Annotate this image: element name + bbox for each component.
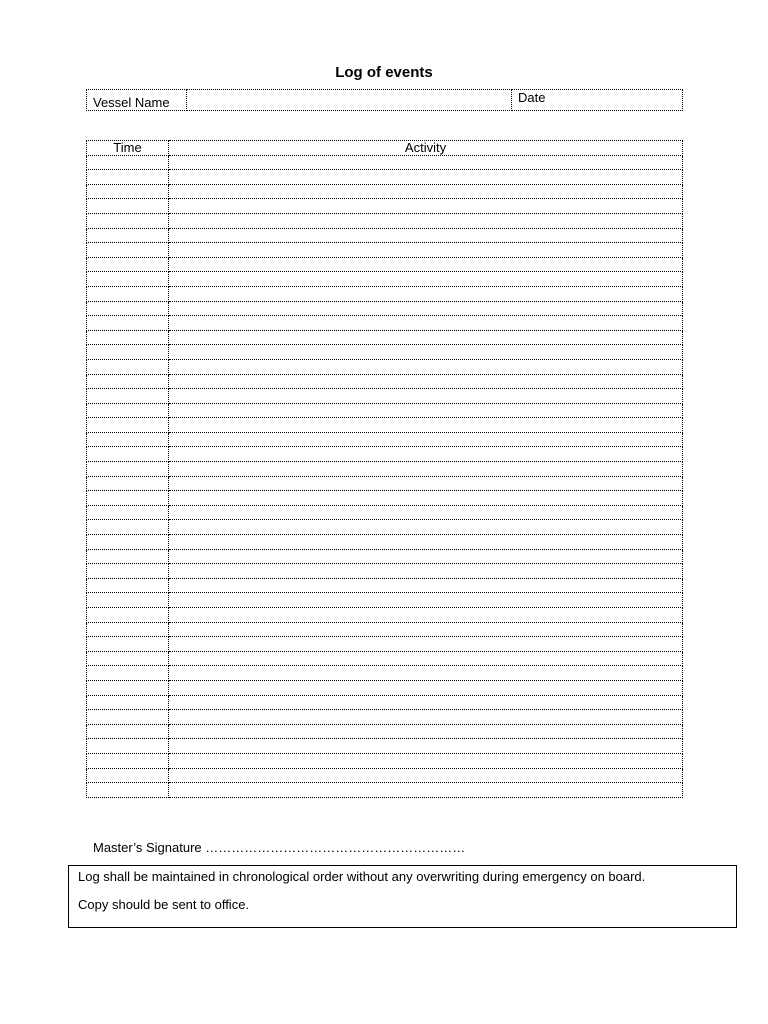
time-cell[interactable] [87, 155, 169, 170]
time-cell[interactable] [87, 301, 169, 316]
time-cell[interactable] [87, 403, 169, 418]
instructions-box [68, 865, 737, 928]
activity-cell[interactable] [169, 432, 683, 447]
table-row [87, 695, 683, 710]
date-label: Date [518, 90, 546, 105]
event-log-table [86, 140, 683, 798]
time-cell[interactable] [87, 286, 169, 301]
time-cell[interactable] [87, 447, 169, 462]
time-cell[interactable] [87, 695, 169, 710]
time-cell[interactable] [87, 359, 169, 374]
activity-cell[interactable] [169, 739, 683, 754]
activity-cell[interactable] [169, 666, 683, 681]
activity-cell[interactable] [169, 243, 683, 258]
activity-cell[interactable] [169, 257, 683, 272]
time-cell[interactable] [87, 491, 169, 506]
time-cell[interactable] [87, 243, 169, 258]
table-row [87, 359, 683, 374]
time-cell[interactable] [87, 345, 169, 360]
table-row [87, 330, 683, 345]
table-row [87, 432, 683, 447]
activity-cell[interactable] [169, 228, 683, 243]
table-row [87, 374, 683, 389]
time-cell[interactable] [87, 651, 169, 666]
time-cell[interactable] [87, 228, 169, 243]
table-row [87, 447, 683, 462]
time-cell[interactable] [87, 768, 169, 783]
activity-cell[interactable] [169, 593, 683, 608]
activity-cell[interactable] [169, 753, 683, 768]
table-row [87, 345, 683, 360]
table-row [87, 462, 683, 477]
time-cell[interactable] [87, 520, 169, 535]
activity-cell[interactable] [169, 783, 683, 798]
time-cell[interactable] [87, 462, 169, 477]
activity-cell[interactable] [169, 447, 683, 462]
time-cell[interactable] [87, 257, 169, 272]
table-row [87, 476, 683, 491]
activity-cell[interactable] [169, 403, 683, 418]
table-row [87, 403, 683, 418]
activity-cell[interactable] [169, 462, 683, 477]
activity-cell[interactable] [169, 520, 683, 535]
activity-cell[interactable] [169, 418, 683, 433]
table-row [87, 184, 683, 199]
activity-cell[interactable] [169, 345, 683, 360]
activity-cell[interactable] [169, 535, 683, 550]
time-cell[interactable] [87, 593, 169, 608]
table-row [87, 316, 683, 331]
table-row [87, 637, 683, 652]
activity-cell[interactable] [169, 622, 683, 637]
time-cell[interactable] [87, 564, 169, 579]
activity-cell[interactable] [169, 213, 683, 228]
table-row [87, 651, 683, 666]
time-cell[interactable] [87, 330, 169, 345]
column-header-time: Time [87, 141, 169, 156]
table-row [87, 520, 683, 535]
time-cell[interactable] [87, 753, 169, 768]
activity-cell[interactable] [169, 768, 683, 783]
time-cell[interactable] [87, 184, 169, 199]
table-row [87, 213, 683, 228]
table-row [87, 680, 683, 695]
time-cell[interactable] [87, 389, 169, 404]
table-row [87, 739, 683, 754]
time-cell[interactable] [87, 549, 169, 564]
instruction-note: Log shall be maintained in chronological order without any overwriting during emergency on board. [78, 869, 646, 884]
table-row [87, 286, 683, 301]
time-cell[interactable] [87, 724, 169, 739]
time-cell[interactable] [87, 272, 169, 287]
activity-cell[interactable] [169, 170, 683, 185]
time-cell[interactable] [87, 418, 169, 433]
time-cell[interactable] [87, 432, 169, 447]
table-row [87, 257, 683, 272]
table-row [87, 724, 683, 739]
table-row [87, 608, 683, 623]
time-cell[interactable] [87, 739, 169, 754]
time-cell[interactable] [87, 637, 169, 652]
table-row [87, 170, 683, 185]
activity-cell[interactable] [169, 301, 683, 316]
time-cell[interactable] [87, 505, 169, 520]
table-row [87, 155, 683, 170]
table-row [87, 710, 683, 725]
vessel-name-label: Vessel Name [87, 90, 187, 111]
vessel-name-field[interactable] [187, 90, 512, 111]
activity-cell[interactable] [169, 374, 683, 389]
activity-cell[interactable] [169, 724, 683, 739]
table-row [87, 593, 683, 608]
time-cell[interactable] [87, 374, 169, 389]
table-header-row [87, 141, 683, 156]
activity-cell[interactable] [169, 695, 683, 710]
activity-cell[interactable] [169, 155, 683, 170]
time-cell[interactable] [87, 783, 169, 798]
activity-cell[interactable] [169, 389, 683, 404]
activity-cell[interactable] [169, 578, 683, 593]
page-title: Log of events [335, 64, 433, 81]
activity-cell[interactable] [169, 286, 683, 301]
activity-cell[interactable] [169, 330, 683, 345]
instruction-note: Copy should be sent to office. [78, 897, 250, 912]
table-row [87, 666, 683, 681]
date-field[interactable] [512, 90, 683, 111]
log-table-body [87, 155, 683, 797]
table-row [87, 418, 683, 433]
table-row [87, 549, 683, 564]
activity-cell[interactable] [169, 637, 683, 652]
time-cell[interactable] [87, 476, 169, 491]
time-cell[interactable] [87, 710, 169, 725]
activity-cell[interactable] [169, 316, 683, 331]
activity-cell[interactable] [169, 184, 683, 199]
time-cell[interactable] [87, 535, 169, 550]
time-cell[interactable] [87, 622, 169, 637]
time-cell[interactable] [87, 199, 169, 214]
activity-cell[interactable] [169, 199, 683, 214]
activity-cell[interactable] [169, 505, 683, 520]
activity-cell[interactable] [169, 651, 683, 666]
time-cell[interactable] [87, 213, 169, 228]
table-row [87, 228, 683, 243]
activity-cell[interactable] [169, 491, 683, 506]
table-row [87, 491, 683, 506]
table-row [87, 389, 683, 404]
table-row [87, 243, 683, 258]
activity-cell[interactable] [169, 710, 683, 725]
table-row [87, 753, 683, 768]
table-row [87, 199, 683, 214]
vessel-info-table [86, 89, 683, 111]
table-row [87, 564, 683, 579]
time-cell[interactable] [87, 316, 169, 331]
table-row [87, 272, 683, 287]
table-row [87, 768, 683, 783]
activity-cell[interactable] [169, 549, 683, 564]
table-row [87, 578, 683, 593]
activity-cell[interactable] [169, 272, 683, 287]
masters-signature-line: Master’s Signature …………………………………………………… [93, 840, 466, 855]
time-cell[interactable] [87, 608, 169, 623]
activity-cell[interactable] [169, 608, 683, 623]
activity-cell[interactable] [169, 564, 683, 579]
table-row [87, 535, 683, 550]
activity-cell[interactable] [169, 476, 683, 491]
column-header-activity: Activity [169, 141, 683, 156]
table-row [87, 783, 683, 798]
table-row [87, 505, 683, 520]
activity-cell[interactable] [169, 359, 683, 374]
table-row [87, 622, 683, 637]
time-cell[interactable] [87, 680, 169, 695]
time-cell[interactable] [87, 666, 169, 681]
activity-cell[interactable] [169, 680, 683, 695]
time-cell[interactable] [87, 578, 169, 593]
vessel-info-row [87, 90, 683, 111]
table-row [87, 301, 683, 316]
time-cell[interactable] [87, 170, 169, 185]
